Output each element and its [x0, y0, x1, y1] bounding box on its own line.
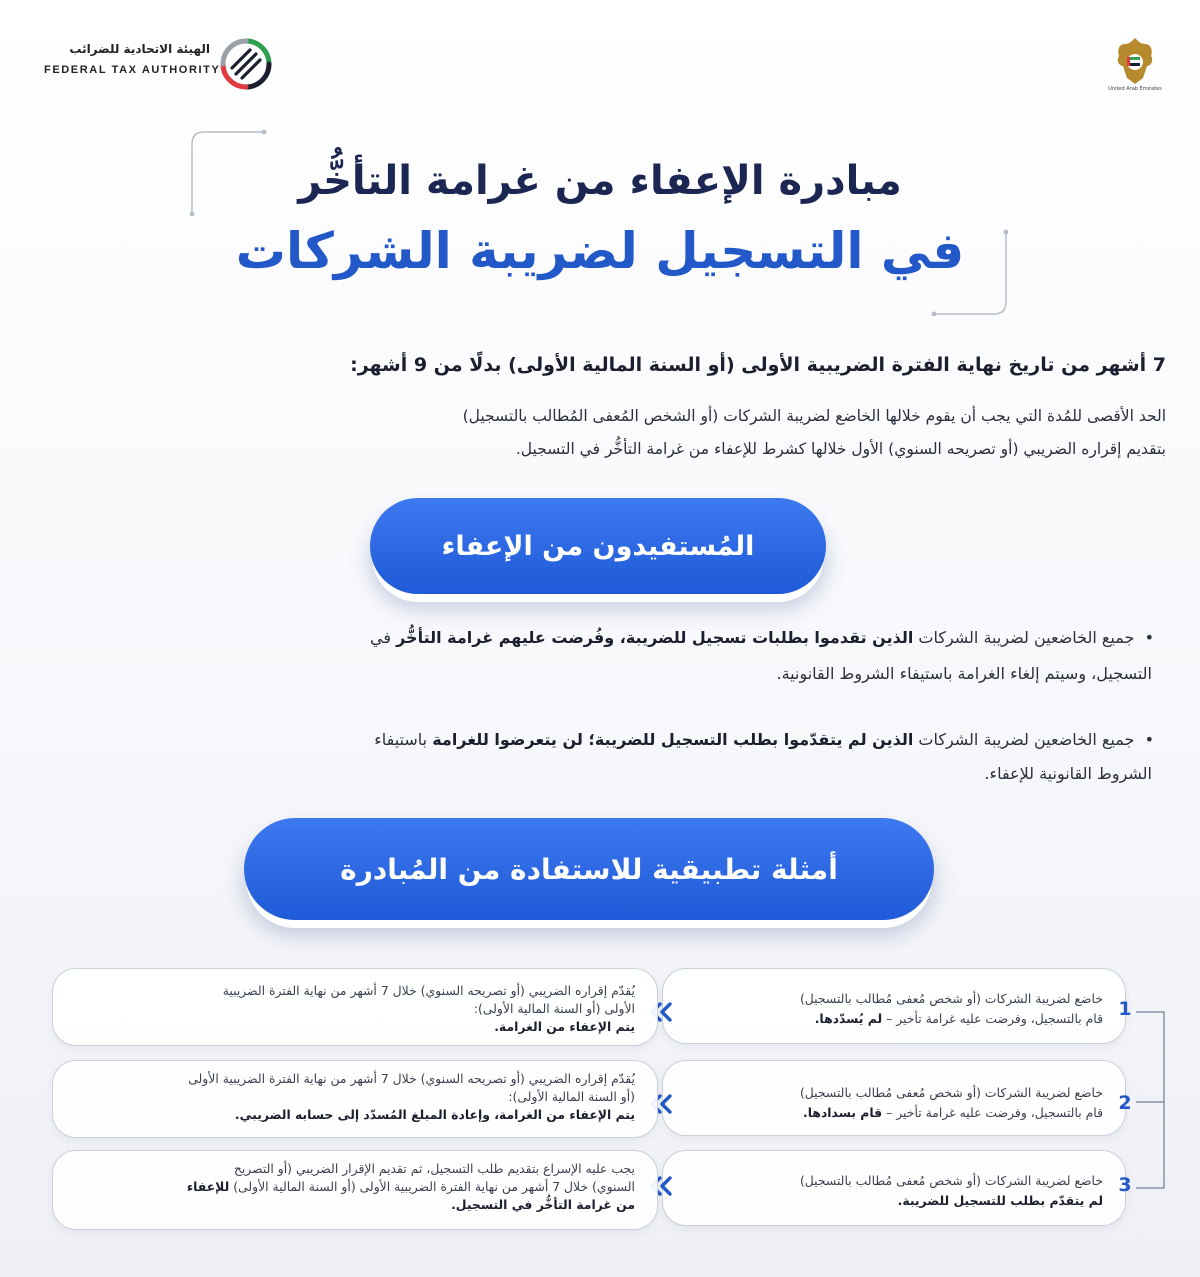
example-case-card-2	[662, 1060, 1126, 1136]
case-text: خاضع لضريبة الشركات (أو شخص مُعفى مُطالب بالتسجيل)	[799, 1085, 1103, 1100]
example-number: 3	[1118, 1174, 1132, 1196]
result-text: السنوي) خلال 7 أشهر من نهاية الفترة الضريبية الأولى (أو السنة المالية الأولى) للإعفاء	[186, 1179, 635, 1194]
authority-name-arabic: الهيئة الاتحادية للضرائب	[69, 42, 210, 56]
result-text-bold: من غرامة التأخُّر في التسجيل.	[451, 1197, 635, 1212]
example-result-card-3	[52, 1150, 658, 1230]
bullet-dot: •	[1134, 730, 1154, 749]
result-text-bold: يتم الإعفاء من الغرامة، وإعادة المبلغ المُسدّد إلى حسابه الضريبي.	[234, 1107, 635, 1122]
intro-text-line-2: بتقديم إقراره الضريبي (أو تصريحه السنوي) الأول خلالها كشرط للإعفاء من غرامة التأخُّر في التسجيل.	[515, 440, 1166, 458]
case-text: خاضع لضريبة الشركات (أو شخص مُعفى مُطالب بالتسجيل)	[799, 991, 1103, 1006]
rows-bracket	[1134, 1010, 1168, 1190]
fta-logo-icon	[218, 36, 274, 92]
uae-emblem-icon	[1113, 36, 1157, 86]
case-text: خاضع لضريبة الشركات (أو شخص مُعفى مُطالب بالتسجيل)	[799, 1173, 1103, 1188]
result-text: (أو السنة المالية الأولى):	[508, 1089, 635, 1104]
example-result-card-1	[52, 968, 658, 1046]
page-title-line-1: مبادرة الإعفاء من غرامة التأخُّر	[298, 158, 902, 204]
bullet-text: في	[370, 628, 397, 647]
case-text: لم يتقدّم بطلب للتسجيل للضريبة.	[897, 1193, 1103, 1208]
example-number: 2	[1118, 1092, 1132, 1114]
beneficiary-bullet-1	[74, 628, 1154, 647]
result-text: يُقدّم إقراره الضريبي (أو تصريحه السنوي) خلال 7 أشهر من نهاية الفترة الضريبية	[222, 983, 635, 998]
example-number: 1	[1118, 998, 1132, 1020]
intro-text-line-1: الحد الأقصى للمُدة التي يجب أن يقوم خلالها الخاضع لضريبة الشركات (أو الشخص المُعفى المُطالب بالتسجيل)	[462, 407, 1166, 425]
example-result-card-2	[52, 1060, 658, 1138]
bullet-text: باستيفاء	[374, 730, 433, 749]
result-text: الأولى (أو السنة المالية الأولى):	[473, 1001, 635, 1016]
authority-name-english: FEDERAL TAX AUTHORITY	[44, 64, 221, 76]
bullet-text: جميع الخاضعين لضريبة الشركات	[913, 628, 1135, 647]
bullet-text-bold: الذين لم يتقدّموا بطلب التسجيل للضريبة؛ لن يتعرضوا للغرامة	[432, 730, 914, 749]
examples-heading: أمثلة تطبيقية للاستفادة من المُبادرة	[244, 818, 934, 920]
example-case-card-3	[662, 1150, 1126, 1226]
bullet-dot: •	[1134, 628, 1154, 647]
result-text: يُقدّم إقراره الضريبي (أو تصريحه السنوي) خلال 7 أشهر من نهاية الفترة الضريبية الأولى	[188, 1071, 635, 1086]
case-text: قام بالتسجيل، وفرضت عليه غرامة تأخير – لم يُسدّدها.	[814, 1011, 1103, 1026]
result-text-bold: يتم الإعفاء من الغرامة.	[494, 1019, 635, 1034]
beneficiary-bullet-1-line-2: التسجيل، وسيتم إلغاء الغرامة باستيفاء الشروط القانونية.	[776, 664, 1152, 683]
page-title-line-2: في التسجيل لضريبة الشركات	[235, 222, 965, 280]
beneficiaries-heading: المُستفيدون من الإعفاء	[370, 498, 826, 594]
beneficiary-bullet-2-line-2: الشروط القانونية للإعفاء.	[984, 764, 1152, 783]
beneficiary-bullet-2	[74, 730, 1154, 749]
case-text: قام بالتسجيل، وفرضت عليه غرامة تأخير – قام بسدادها.	[803, 1105, 1103, 1120]
emblem-caption: United Arab Emirates	[1108, 86, 1162, 92]
bullet-text: جميع الخاضعين لضريبة الشركات	[913, 730, 1135, 749]
example-case-card-1	[662, 968, 1126, 1044]
bullet-text-bold: الذين تقدموا بطلبات تسجيل للضريبة، وفُرضت عليهم غرامة التأخُّر	[396, 628, 914, 647]
intro-heading: 7 أشهر من تاريخ نهاية الفترة الضريبية الأولى (أو السنة المالية الأولى) بدلًا من 9 أشهر:	[350, 354, 1166, 376]
result-text: يجب عليه الإسراع بتقديم طلب التسجيل، ثم تقديم الإقرار الضريبي (أو التصريح	[233, 1161, 635, 1176]
